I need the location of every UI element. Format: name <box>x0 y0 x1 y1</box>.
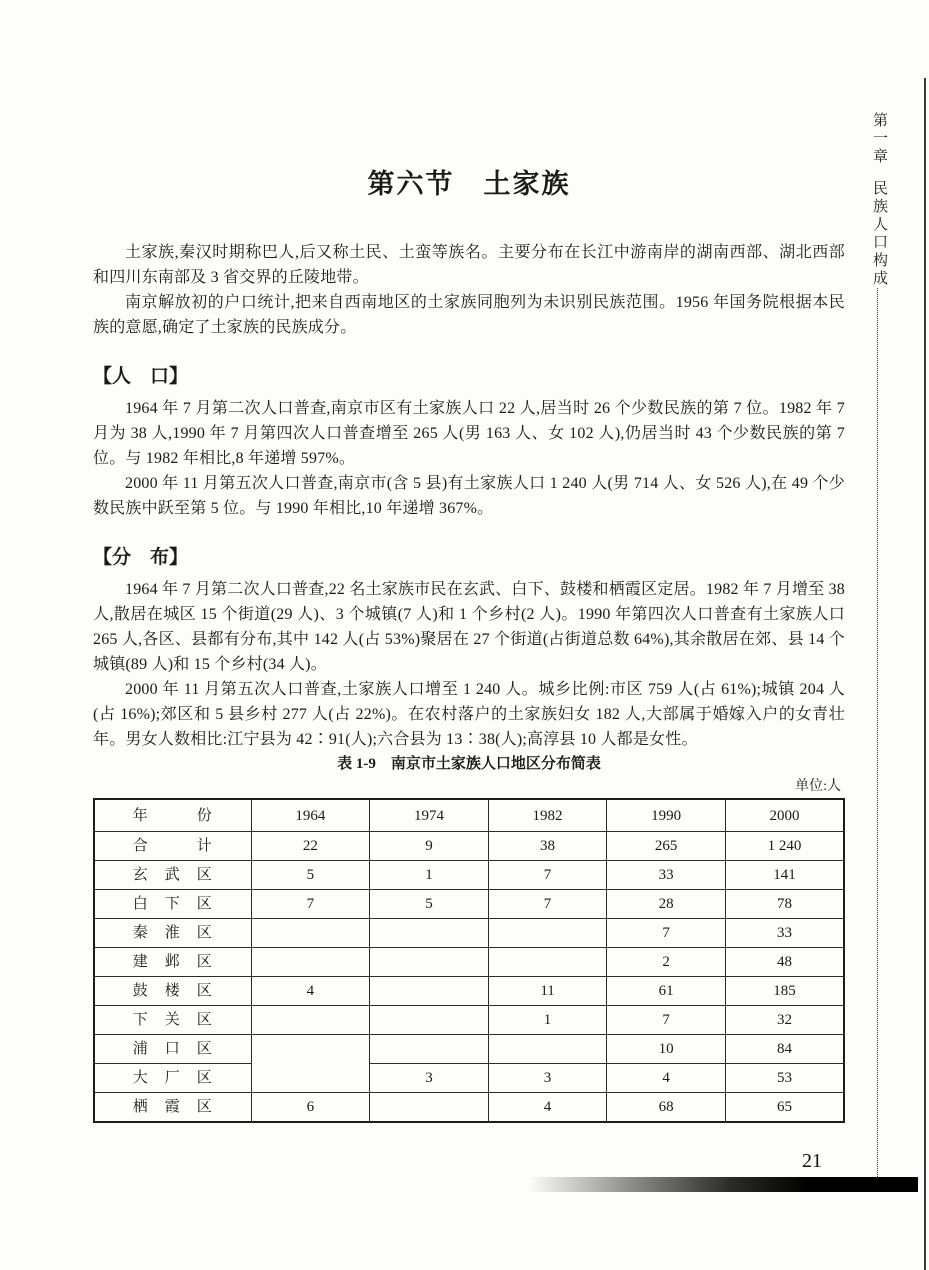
row-label: 大 厂 区 <box>94 1064 251 1093</box>
row-label: 合 计 <box>94 832 251 861</box>
table-cell: 38 <box>488 832 607 861</box>
population-paragraph-1: 1964 年 7 月第二次人口普查,南京市区有土家族人口 22 人,居当时 26 个少数民族的第 7 位。1982 年 7 月为 38 人,1990 年 7 月第四次人口普查增至 265 人(男 163 人、女 102 人),仍居当时 43 个少数民族的第 7 位。与 1982 年相比,8 年递增 597%。 <box>93 400 845 467</box>
margin-chapter-label <box>869 112 889 288</box>
table-cell: 9 <box>370 832 489 861</box>
table-cell: 65 <box>725 1093 844 1123</box>
table-cell: 5 <box>370 890 489 919</box>
table-cell: 4 <box>607 1064 726 1093</box>
table-cell: 84 <box>725 1035 844 1064</box>
table-unit-label: 单位:人 <box>795 779 841 794</box>
table-header-row <box>94 799 844 832</box>
table-row-jianye <box>94 948 844 977</box>
table-cell <box>370 919 489 948</box>
table-cell: 7 <box>251 890 370 919</box>
table-cell: 4 <box>251 977 370 1006</box>
table-row-qixia <box>94 1093 844 1123</box>
margin-dotted-line <box>877 288 878 1177</box>
population-distribution-table <box>93 798 845 1123</box>
population-paragraph-2: 2000 年 11 月第五次人口普查,南京市(含 5 县)有土家族人口 1 240 人(男 714 人、女 526 人),在 49 个少数民族中跃至第 5 位。与 1990 年相比,10 年递增 367%。 <box>93 475 845 517</box>
distribution-paragraph-2: 2000 年 11 月第五次人口普查,土家族人口增至 1 240 人。城乡比例:市区 759 人(占 61%);城镇 204 人(占 16%);郊区和 5 县乡村 277 人(占 22%)。在农村落户的土家族妇女 182 人,大部属于婚嫁入户的女青壮年。男女人数相比:江宁县为 42∶91(人);六合县为 13∶38(人);高淳县 10 人都是女性。 <box>93 681 845 748</box>
distribution-heading: 【分 布】 <box>93 547 189 568</box>
footer-gradient-bar <box>528 1177 918 1192</box>
row-label: 栖 霞 区 <box>94 1093 251 1123</box>
table-cell: 33 <box>725 919 844 948</box>
table-header-cell: 1990 <box>607 799 726 832</box>
table-cell <box>251 1006 370 1035</box>
table-cell <box>488 1035 607 1064</box>
table-cell: 10 <box>607 1035 726 1064</box>
row-label: 浦 口 区 <box>94 1035 251 1064</box>
table-cell: 32 <box>725 1006 844 1035</box>
table-cell: 28 <box>607 890 726 919</box>
table-cell: 141 <box>725 861 844 890</box>
table-row-baixia <box>94 890 844 919</box>
table-cell: 7 <box>607 1006 726 1035</box>
table-header-cell: 1974 <box>370 799 489 832</box>
page-edge-line <box>924 78 926 1270</box>
table-cell <box>251 948 370 977</box>
table-cell <box>251 919 370 948</box>
table-row-xuanwu <box>94 861 844 890</box>
table-cell <box>370 1035 489 1064</box>
table-cell: 2 <box>607 948 726 977</box>
table-row-total <box>94 832 844 861</box>
table-cell: 22 <box>251 832 370 861</box>
table-cell: 78 <box>725 890 844 919</box>
table-cell: 5 <box>251 861 370 890</box>
table-cell <box>488 948 607 977</box>
chapter-number: 第一章 <box>871 112 887 166</box>
table-cell: 11 <box>488 977 607 1006</box>
table-header-cell: 年 份 <box>94 799 251 832</box>
population-heading: 【人 口】 <box>93 366 189 387</box>
table-cell: 1 <box>370 861 489 890</box>
section-title: 第六节 土家族 <box>367 169 571 199</box>
table-header-cell: 1982 <box>488 799 607 832</box>
row-label: 白 下 区 <box>94 890 251 919</box>
intro-paragraph-1: 土家族,秦汉时期称巴人,后又称土民、土蛮等族名。主要分布在长江中游南岸的湖南西部、湖北西部和四川东南部及 3 省交界的丘陵地带。 <box>93 244 845 286</box>
row-label: 鼓 楼 区 <box>94 977 251 1006</box>
table-cell: 3 <box>370 1064 489 1093</box>
table-caption: 表 1-9 南京市土家族人口地区分布简表 <box>337 756 601 772</box>
table-row-gulou <box>94 977 844 1006</box>
table-row-dachang <box>94 1064 844 1093</box>
page-number: 21 <box>802 1150 822 1172</box>
table-cell <box>370 948 489 977</box>
row-label: 下 关 区 <box>94 1006 251 1035</box>
table-header-cell: 1964 <box>251 799 370 832</box>
table-cell: 61 <box>607 977 726 1006</box>
table-cell: 185 <box>725 977 844 1006</box>
table-row-pukou <box>94 1035 844 1064</box>
table-cell-merged <box>251 1035 370 1093</box>
table-cell: 3 <box>488 1064 607 1093</box>
table-cell <box>370 1093 489 1123</box>
table-cell: 4 <box>488 1093 607 1123</box>
table-cell: 33 <box>607 861 726 890</box>
row-label: 建 邺 区 <box>94 948 251 977</box>
row-label: 玄 武 区 <box>94 861 251 890</box>
table-row-qinhuai <box>94 919 844 948</box>
table-cell: 265 <box>607 832 726 861</box>
table-cell: 7 <box>607 919 726 948</box>
table-cell <box>370 1006 489 1035</box>
table-cell: 68 <box>607 1093 726 1123</box>
table-cell: 6 <box>251 1093 370 1123</box>
table-cell: 1 240 <box>725 832 844 861</box>
table-cell: 7 <box>488 861 607 890</box>
distribution-paragraph-1: 1964 年 7 月第二次人口普查,22 名土家族市民在玄武、白下、鼓楼和栖霞区定居。1982 年 7 月增至 38 人,散居在城区 15 个街道(29 人)、3 个城镇(7 人)和 1 个乡村(2 人)。1990 年第四次人口普查有土家族人口 265 人,各区、县都有分布,其中 142 人(占 53%)聚居在 27 个街道(占街道总数 64%),其余散居在郊、县 14 个城镇(89 人)和 15 个乡村(34 人)。 <box>93 581 845 673</box>
table-header-cell: 2000 <box>725 799 844 832</box>
table-cell: 53 <box>725 1064 844 1093</box>
chapter-title: 民族人口构成 <box>871 180 887 288</box>
table-row-xiaguan <box>94 1006 844 1035</box>
table-cell: 7 <box>488 890 607 919</box>
table-cell: 1 <box>488 1006 607 1035</box>
row-label: 秦 淮 区 <box>94 919 251 948</box>
page-content <box>93 0 845 1123</box>
table-cell <box>488 919 607 948</box>
intro-paragraph-2: 南京解放初的户口统计,把来自西南地区的土家族同胞列为未识别民族范围。1956 年国务院根据本民族的意愿,确定了土家族的民族成分。 <box>93 294 845 336</box>
table-cell <box>370 977 489 1006</box>
table-cell: 48 <box>725 948 844 977</box>
